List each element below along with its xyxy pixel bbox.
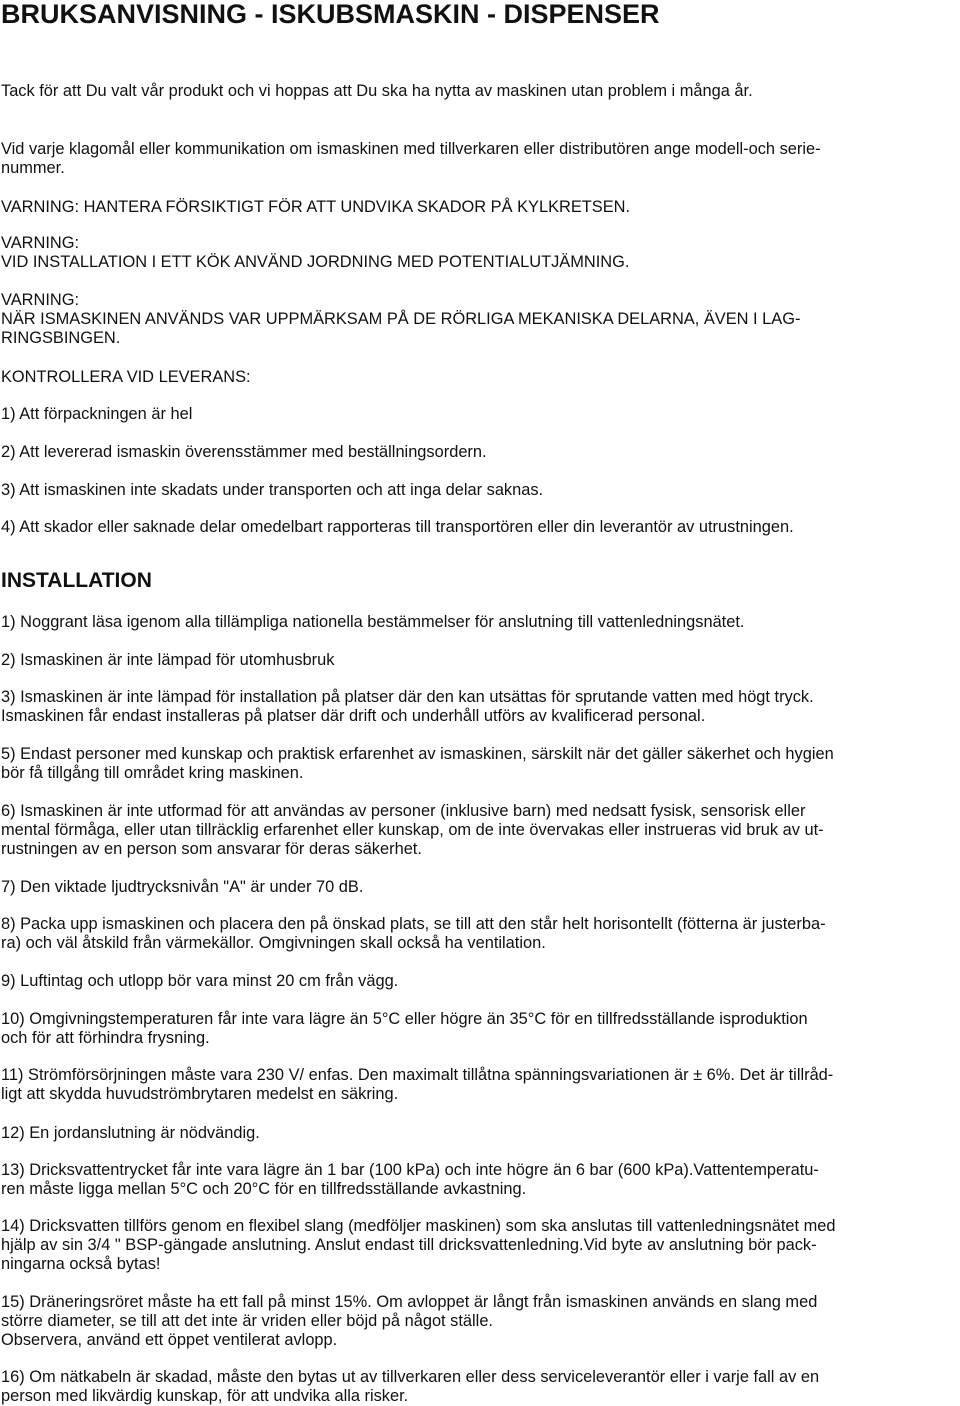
installation-item: 2) Ismaskinen är inte lämpad för utomhusbruk — [1, 651, 335, 669]
warning-grounding: VARNING: VID INSTALLATION I ETT KÖK ANVÄND JORDNING MED POTENTIALUTJÄMNING. — [1, 234, 630, 272]
installation-item: 11) Strömförsörjningen måste vara 230 V/ enfas. Den maximalt tillåtna spänningsvariationen är ± 6%. Det är tillråd- ligt att skydda huvudströmbrytaren medelst en säkring. — [1, 1066, 834, 1104]
warning-moving-parts: VARNING: NÄR ISMASKINEN ANVÄNDS VAR UPPMÄRKSAM PÅ DE RÖRLIGA MEKANISKA DELARNA, ÄVEN I LAG- RINGSBINGEN. — [1, 291, 801, 348]
installation-item: 5) Endast personer med kunskap och praktisk erfarenhet av ismaskinen, särskilt när det gäller säkerhet och hygien bör få tillgång till området kring maskinen. — [1, 745, 834, 783]
installation-item: 16) Om nätkabeln är skadad, måste den bytas ut av tillverkaren eller dess serviceleverantör eller i varje fall av en person med likvärdig kunskap, för att undvika alla risker. — [1, 1368, 820, 1406]
intro-paragraph: Tack för att Du valt vår produkt och vi hoppas att Du ska ha nytta av maskinen utan problem i många år. — [1, 82, 753, 100]
installation-item: 12) En jordanslutning är nödvändig. — [1, 1124, 260, 1142]
installation-heading: INSTALLATION — [1, 569, 152, 592]
installation-item: 8) Packa upp ismaskinen och placera den på önskad plats, se till att den står helt horisontellt (fötterna är justerba- ra) och väl åtskild från värmekällor. Omgivningen skall också ha ventilation. — [1, 915, 826, 953]
delivery-item: 2) Att levererad ismaskin överensstämmer med beställningsordern. — [1, 443, 487, 461]
delivery-item: 3) Att ismaskinen inte skadats under transporten och att inga delar saknas. — [1, 481, 544, 499]
installation-item: 7) Den viktade ljudtrycksnivån "A" är under 70 dB. — [1, 878, 364, 896]
complaint-paragraph: Vid varje klagomål eller kommunikation om ismaskinen med tillverkaren eller distributören ange modell-och serie- nummer. — [1, 140, 821, 178]
warning-refrigerant: VARNING: HANTERA FÖRSIKTIGT FÖR ATT UNDVIKA SKADOR PÅ KYLKRETSEN. — [1, 198, 631, 216]
delivery-item: 1) Att förpackningen är hel — [1, 405, 193, 423]
installation-item: 3) Ismaskinen är inte lämpad för installation på platser där den kan utsättas för sprutande vatten med högt tryck. Ismaskinen får endast installeras på platser där drift och underhåll utförs av kvalificerad personal. — [1, 688, 814, 726]
installation-item: 9) Luftintag och utlopp bör vara minst 20 cm från vägg. — [1, 972, 399, 990]
installation-item: 14) Dricksvatten tillförs genom en flexibel slang (medföljer maskinen) som ska anslutas till vattenledningsnätet med hjälp av sin 3/4 " BSP-gängade anslutning. Anslut endast till dricksvattenledning.Vid byte av anslutning bör pack- ningarna också bytas! — [1, 1217, 836, 1274]
installation-item: 13) Dricksvattentrycket får inte vara lägre än 1 bar (100 kPa) och inte högre än 6 bar (600 kPa).Vattentemperatu- ren måste ligga mellan 5°C och 20°C för en tillfredsställande avkastning. — [1, 1161, 819, 1199]
document-title: BRUKSANVISNING - ISKUBSMASKIN - DISPENSER — [1, 0, 660, 29]
delivery-heading: KONTROLLERA VID LEVERANS: — [1, 368, 251, 386]
installation-item: 6) Ismaskinen är inte utformad för att användas av personer (inklusive barn) med nedsatt fysisk, sensorisk eller mental förmåga, eller utan tillräcklig erfarenhet eller kunskap, om de inte övervakas eller instrueras vid bruk av ut- rustningen av en person som ansvarar för deras säkerhet. — [1, 802, 824, 859]
installation-item: 10) Omgivningstemperaturen får inte vara lägre än 5°C eller högre än 35°C för en tillfredsställande isproduktion och för att förhindra frysning. — [1, 1010, 808, 1048]
installation-item: 15) Dräneringsröret måste ha ett fall på minst 15%. Om avloppet är långt från ismaskinen används en slang med större diameter, se till att det inte är vriden eller böjd på något ställe. Observera, använd ett öppet ventilerat avlopp. — [1, 1293, 818, 1350]
installation-item: 1) Noggrant läsa igenom alla tillämpliga nationella bestämmelser för anslutning till vattenledningsnätet. — [1, 613, 745, 631]
delivery-item: 4) Att skador eller saknade delar omedelbart rapporteras till transportören eller din leverantör av utrustningen. — [1, 518, 794, 536]
